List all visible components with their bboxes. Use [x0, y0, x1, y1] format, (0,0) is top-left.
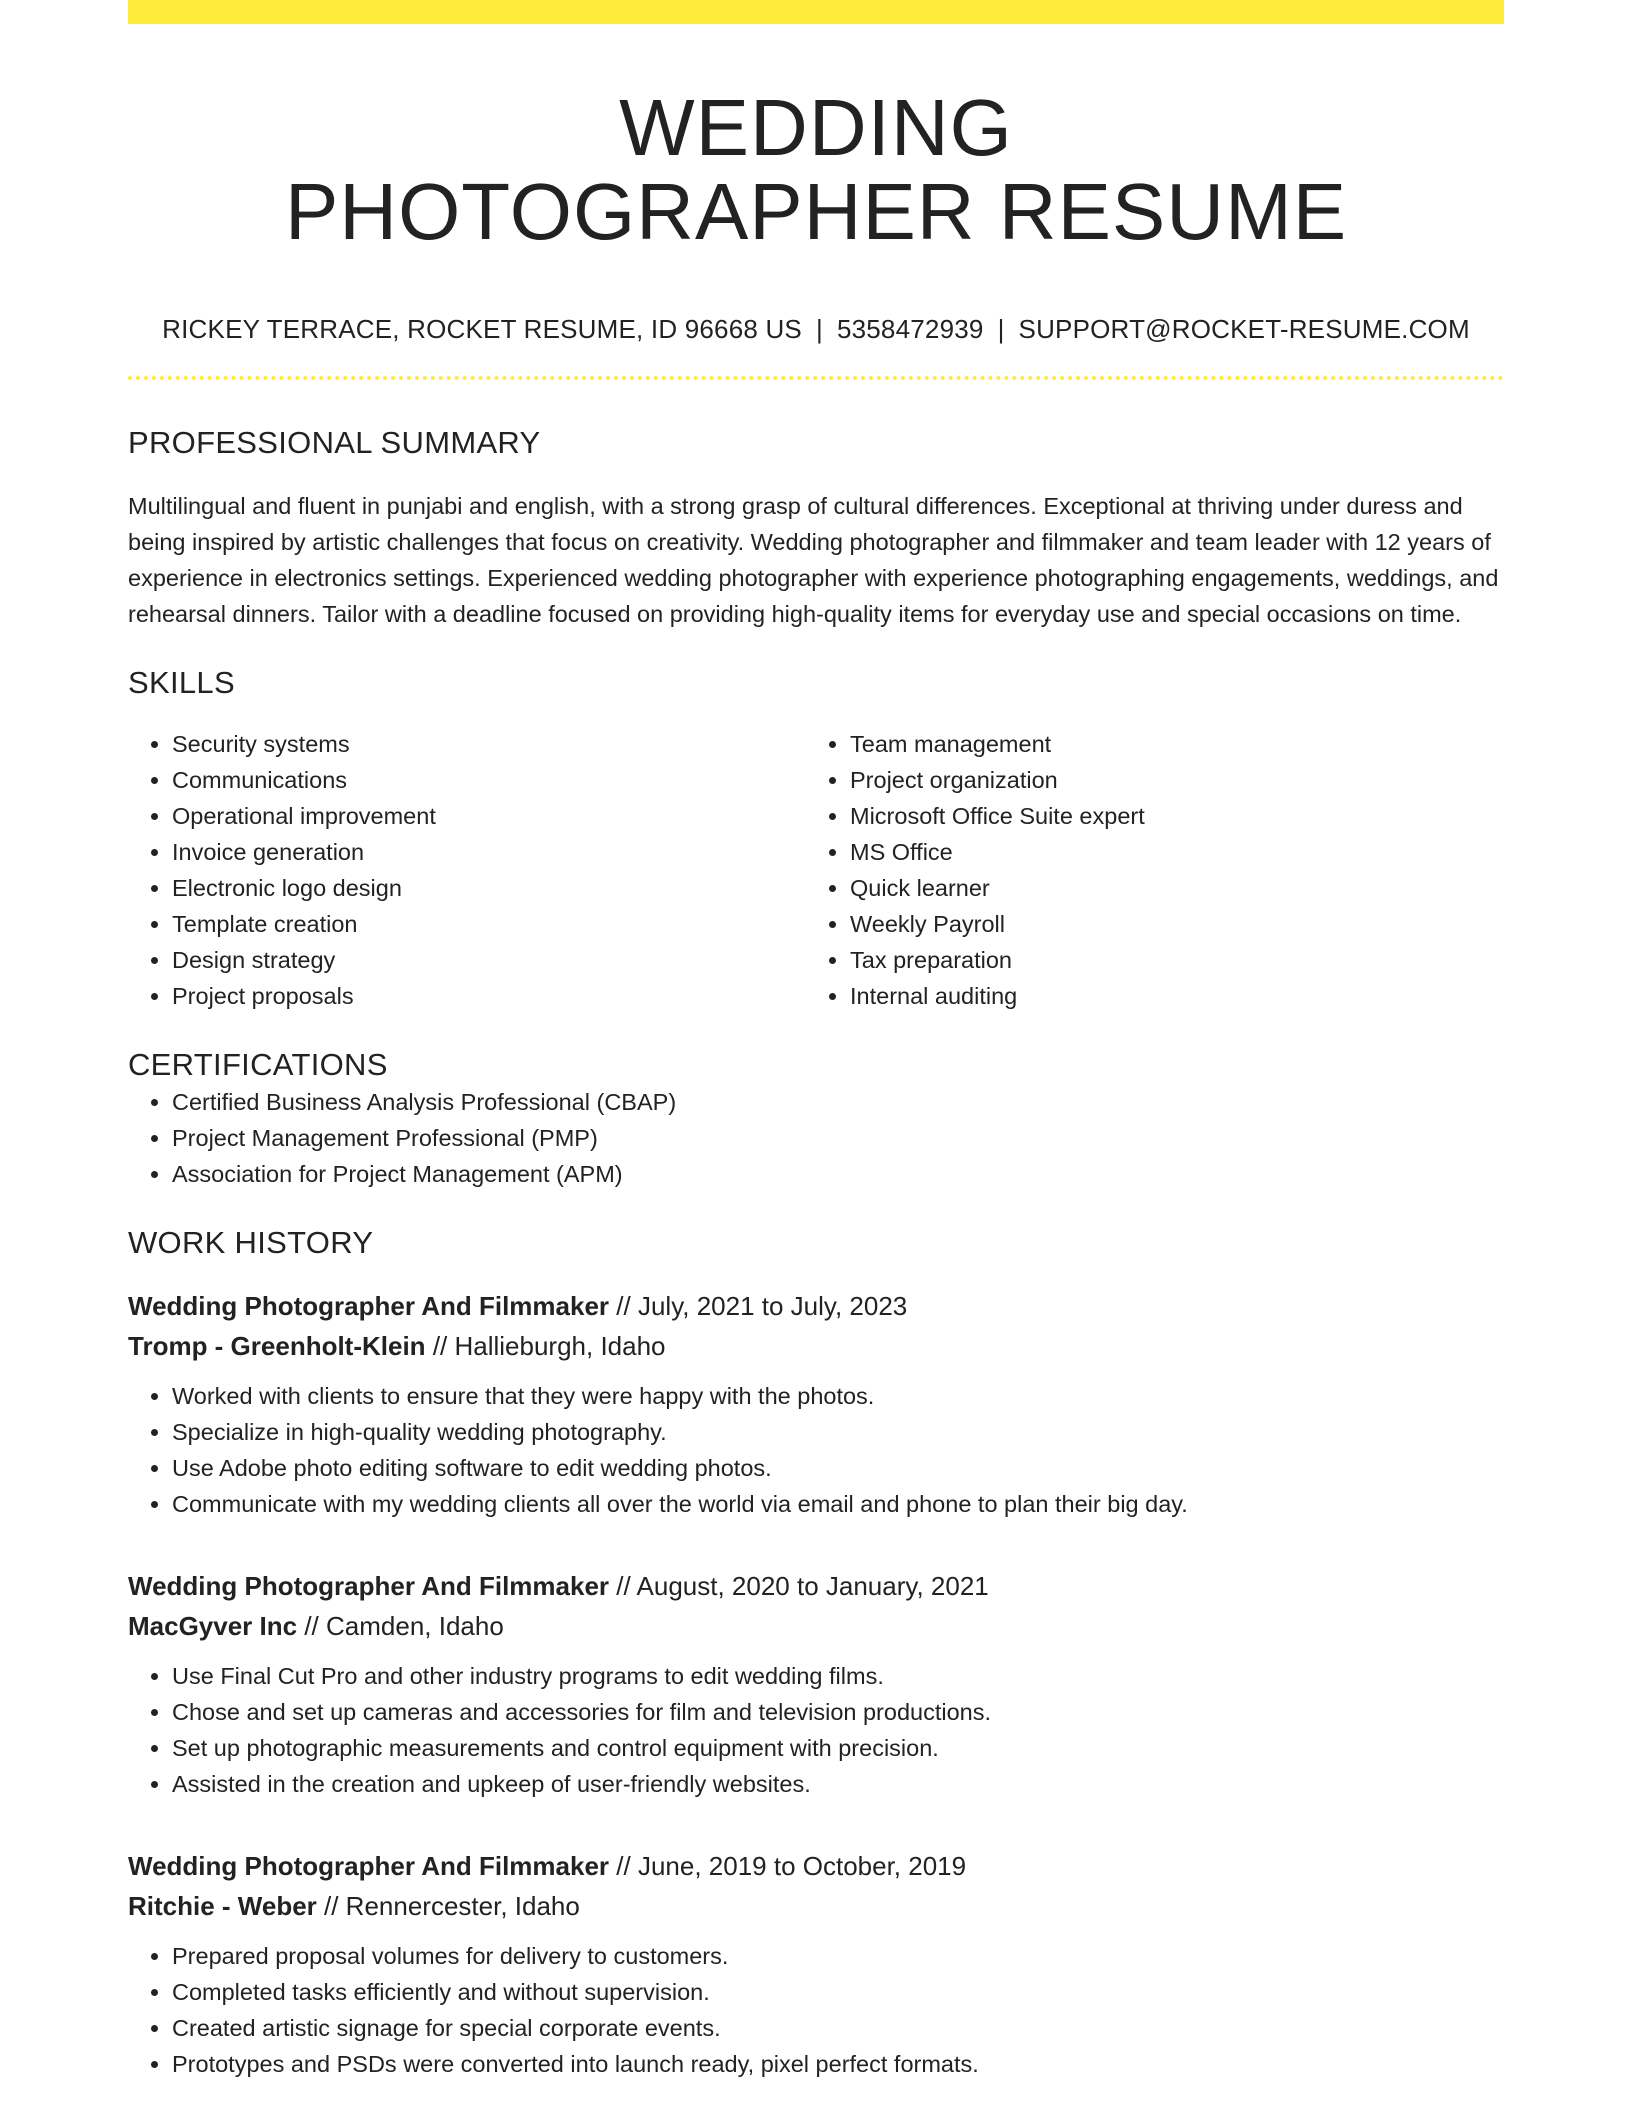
job-location: // Camden, Idaho: [304, 1611, 504, 1641]
resume-title: [128, 83, 1504, 256]
job-bullet: • Chose and set up cameras and accessories for film and television productions.: [172, 1694, 1504, 1730]
contact-separator: |: [815, 314, 823, 344]
skill-item: • Operational improvement: [172, 798, 806, 834]
certification-item: • Association for Project Management (APM): [172, 1156, 1504, 1192]
contact-phone: 5358472939: [836, 314, 984, 344]
job-company: Ritchie - Weber: [128, 1891, 317, 1921]
skill-item: • Communications: [172, 762, 806, 798]
work-history-heading: WORK HISTORY: [128, 1225, 374, 1260]
job-entry: [128, 1846, 1504, 2082]
skill-item: • Microsoft Office Suite expert: [850, 798, 1484, 834]
job-bullet: • Use Adobe photo editing software to edit wedding photos.: [172, 1450, 1504, 1486]
skill-item: • Electronic logo design: [172, 870, 806, 906]
resume-page: [128, 0, 1504, 2082]
job-title: Wedding Photographer And Filmmaker: [128, 1851, 610, 1881]
certifications-heading: CERTIFICATIONS: [128, 1047, 388, 1082]
skill-item: • Design strategy: [172, 942, 806, 978]
contact-email: SUPPORT@ROCKET-RESUME.COM: [1018, 314, 1470, 344]
skill-item: • Security systems: [172, 726, 806, 762]
job-bullet: • Assisted in the creation and upkeep of user-friendly websites.: [172, 1766, 1504, 1802]
contact-separator: |: [997, 314, 1005, 344]
job-bullet: • Set up photographic measurements and control equipment with precision.: [172, 1730, 1504, 1766]
skill-item: • Template creation: [172, 906, 806, 942]
skills-columns: [128, 726, 1504, 1014]
job-company-line: [128, 1886, 1504, 1926]
job-title-line: [128, 1286, 1504, 1326]
certification-item: • Certified Business Analysis Professional (CBAP): [172, 1084, 1504, 1120]
job-location: // Hallieburgh, Idaho: [432, 1331, 666, 1361]
job-bullets: [128, 1658, 1504, 1802]
work-history-list: [128, 1286, 1504, 2082]
job-bullet: • Worked with clients to ensure that they were happy with the photos.: [172, 1378, 1504, 1414]
job-bullet: • Use Final Cut Pro and other industry programs to edit wedding films.: [172, 1658, 1504, 1694]
skill-item: • MS Office: [850, 834, 1484, 870]
job-bullets: [128, 1378, 1504, 1522]
dotted-divider: [128, 376, 1504, 380]
skill-item: • Project organization: [850, 762, 1484, 798]
job-title: Wedding Photographer And Filmmaker: [128, 1291, 610, 1321]
job-dates: // June, 2019 to October, 2019: [616, 1851, 967, 1881]
job-bullets: [128, 1938, 1504, 2082]
job-bullet: • Completed tasks efficiently and without supervision.: [172, 1974, 1504, 2010]
job-bullet: • Prepared proposal volumes for delivery to customers.: [172, 1938, 1504, 1974]
job-location: // Rennercester, Idaho: [324, 1891, 580, 1921]
skill-item: • Weekly Payroll: [850, 906, 1484, 942]
job-entry: [128, 1286, 1504, 1522]
job-company: Tromp - Greenholt-Klein: [128, 1331, 426, 1361]
skill-item: • Quick learner: [850, 870, 1484, 906]
contact-address: RICKEY TERRACE, ROCKET RESUME, ID 96668 US: [162, 314, 802, 344]
certifications-list: [128, 1084, 1504, 1192]
skill-item: • Team management: [850, 726, 1484, 762]
job-title-line: [128, 1846, 1504, 1886]
job-company-line: [128, 1326, 1504, 1366]
job-title: Wedding Photographer And Filmmaker: [128, 1571, 610, 1601]
job-entry: [128, 1566, 1504, 1802]
skill-item: • Internal auditing: [850, 978, 1484, 1014]
job-bullet: • Created artistic signage for special corporate events.: [172, 2010, 1504, 2046]
skill-item: • Invoice generation: [172, 834, 806, 870]
job-company: MacGyver Inc: [128, 1611, 298, 1641]
top-accent-bar: [128, 0, 1504, 24]
skills-list-left: [128, 726, 806, 1014]
job-dates: // August, 2020 to January, 2021: [616, 1571, 989, 1601]
summary-text: Multilingual and fluent in punjabi and english, with a strong grasp of cultural differences. Exceptional at thriving under duress and being inspired by artistic challenges that focus on creativity. Wedding photographer and filmmaker and team leader with 12 years of experience in electronics settings. Experienced wedding photographer with experience photographing engagements, weddings, and rehearsal dinners. Tailor with a deadline focused on providing high-quality items for everyday use and special occasions on time.: [128, 493, 1499, 627]
skills-list-right: [806, 726, 1484, 1014]
job-title-line: [128, 1566, 1504, 1606]
title-line-2: PHOTOGRAPHER RESUME: [284, 167, 1348, 256]
job-bullet: • Prototypes and PSDs were converted into launch ready, pixel perfect formats.: [172, 2046, 1504, 2082]
skill-item: • Tax preparation: [850, 942, 1484, 978]
skills-heading: SKILLS: [128, 665, 235, 700]
contact-line: [128, 312, 1504, 346]
job-company-line: [128, 1606, 1504, 1646]
title-line-1: WEDDING: [619, 83, 1013, 172]
summary-heading: PROFESSIONAL SUMMARY: [128, 425, 541, 460]
job-dates: // July, 2021 to July, 2023: [616, 1291, 908, 1321]
job-bullet: • Communicate with my wedding clients all over the world via email and phone to plan their big day.: [172, 1486, 1504, 1522]
skill-item: • Project proposals: [172, 978, 806, 1014]
job-bullet: • Specialize in high-quality wedding photography.: [172, 1414, 1504, 1450]
certification-item: • Project Management Professional (PMP): [172, 1120, 1504, 1156]
